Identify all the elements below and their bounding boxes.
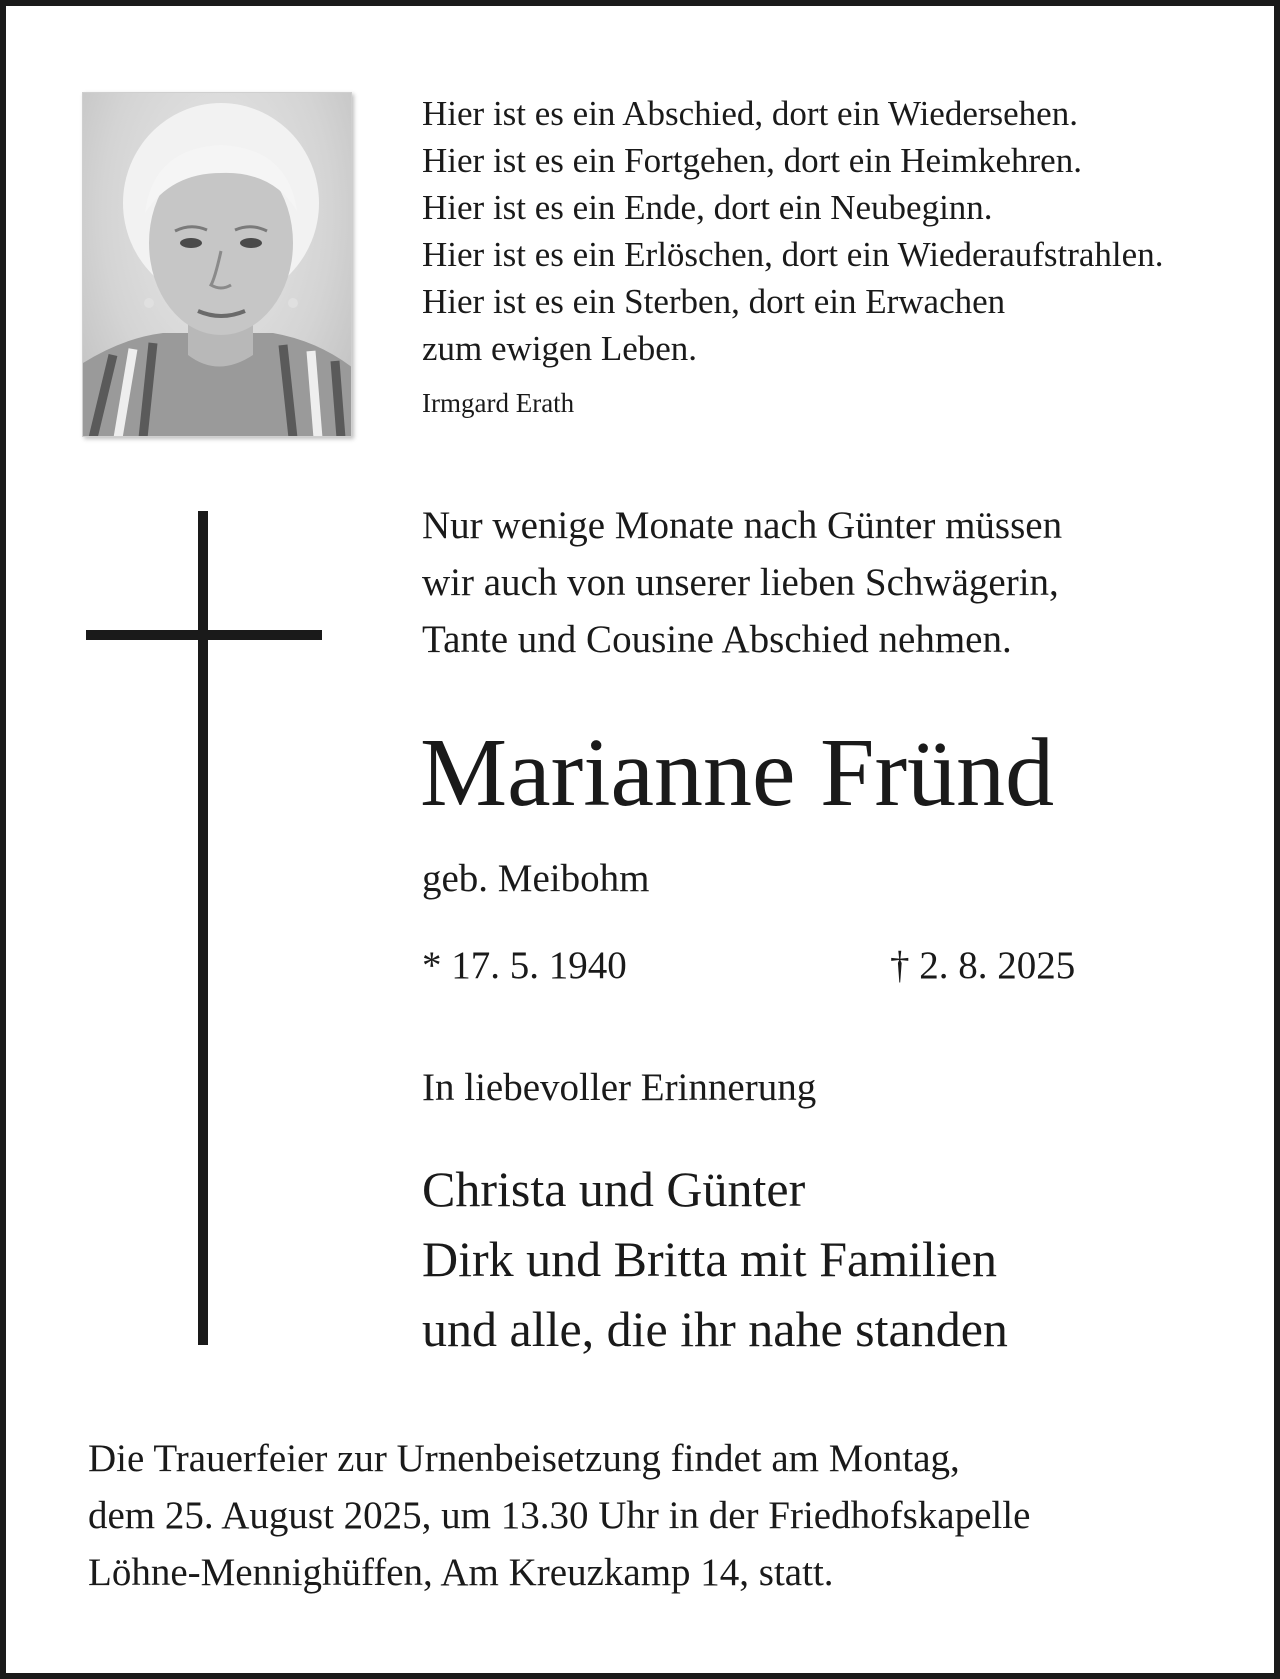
poem-line: Hier ist es ein Abschied, dort ein Wiedersehen. [422, 94, 1078, 133]
service-info [88, 1430, 1030, 1601]
mourners [422, 1154, 1008, 1364]
mourner-line: Dirk und Britta mit Familien [422, 1231, 997, 1287]
portrait-icon [83, 93, 352, 437]
service-line: dem 25. August 2025, um 13.30 Uhr in der Friedhofskapelle [88, 1494, 1031, 1537]
service-line: Löhne-Mennighüffen, Am Kreuzkamp 14, statt. [88, 1551, 834, 1594]
deceased-name: Marianne Fründ [420, 719, 1055, 827]
poem [422, 90, 1163, 372]
intro-line: wir auch von unserer lieben Schwägerin, [422, 561, 1059, 604]
poem-line: zum ewigen Leben. [422, 329, 698, 368]
intro-line: Nur wenige Monate nach Günter müssen [422, 504, 1063, 547]
mourner-line: Christa und Günter [422, 1161, 806, 1217]
portrait-photo [82, 92, 352, 437]
remembrance-line: In liebevoller Erinnerung [422, 1066, 817, 1109]
maiden-name: geb. Meibohm [422, 857, 650, 900]
death-date: † 2. 8. 2025 [890, 944, 1076, 987]
birth-date: * 17. 5. 1940 [422, 944, 627, 987]
cross-horizontal-bar [86, 630, 322, 640]
poem-line: Hier ist es ein Sterben, dort ein Erwachen [422, 282, 1006, 321]
service-line: Die Trauerfeier zur Urnenbeisetzung findet am Montag, [88, 1437, 960, 1480]
mourner-line: und alle, die ihr nahe standen [422, 1301, 1008, 1357]
intro-text [422, 497, 1062, 668]
poem-author: Irmgard Erath [422, 388, 575, 418]
intro-line: Tante und Cousine Abschied nehmen. [422, 618, 1012, 661]
poem-line: Hier ist es ein Fortgehen, dort ein Heimkehren. [422, 141, 1082, 180]
poem-line: Hier ist es ein Ende, dort ein Neubeginn. [422, 188, 993, 227]
poem-line: Hier ist es ein Erlöschen, dort ein Wiederaufstrahlen. [422, 235, 1164, 274]
